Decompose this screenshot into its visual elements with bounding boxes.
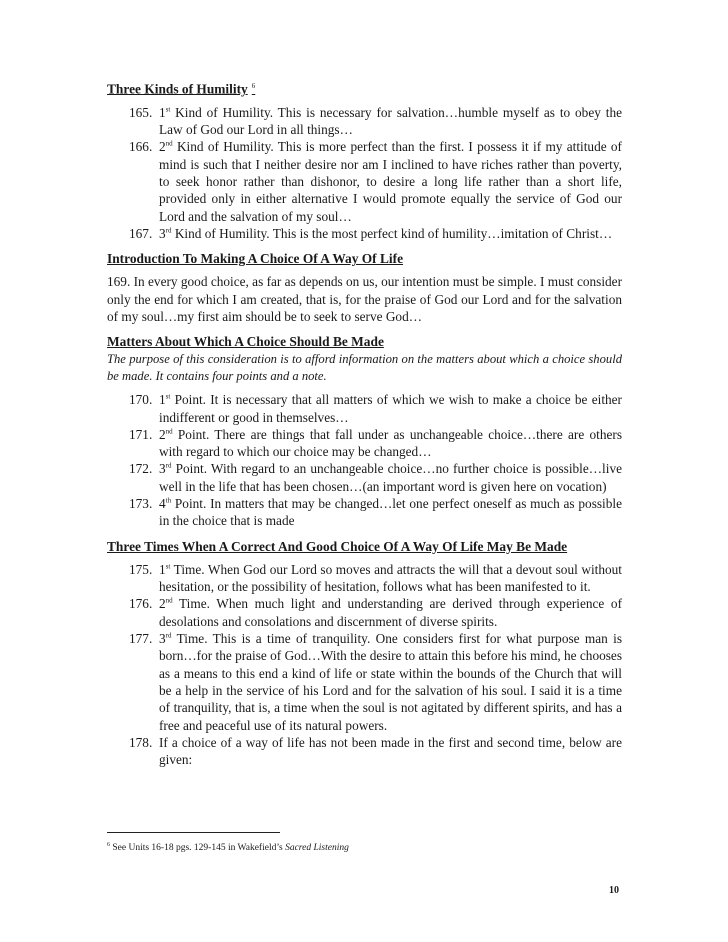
item-number: 172. (129, 461, 153, 477)
footnote-reference: 6 (251, 82, 256, 90)
footnote-divider (107, 832, 280, 833)
section-heading-humility (107, 78, 622, 98)
list-item (107, 391, 622, 426)
item-number: 173. (129, 496, 153, 511)
list-item (107, 104, 622, 139)
section-introduction (107, 250, 622, 325)
list-item (107, 561, 622, 596)
item-text: Time. This is a time of tranquility. One considers first for what purpose man is born…for the praise of God…With the desire to attain this before his mind, he chooses as a means to this end a kind of life or state within the bounds of the Church that will be a help in the service of his Lord and for the salvation of his soul. I said it is a time of tranquility, that is, a time when the soul is not agitated by different spirits, and has a free and peaceful use of its natural powers. (159, 631, 622, 733)
item-ordinal: 1 (159, 392, 166, 408)
item-ordinal: 2 (159, 596, 166, 612)
heading-text: Three Kinds of Humility (107, 81, 248, 97)
intro-paragraph: 169. In every good choice, as far as depends on us, our intention must be simple. I must consider only the end for which I am created, that is, for the praise of God our Lord and for the salvation of my soul…my first aim should be to seek to serve God… (107, 274, 622, 325)
item-ordinal-suffix: rd (165, 461, 172, 470)
footnote-text: See Units 16-18 pgs. 129-145 in Wakefield’s (110, 843, 286, 854)
item-ordinal-suffix: nd (165, 139, 173, 148)
matters-list (107, 391, 622, 529)
humility-list (107, 104, 622, 242)
list-item (107, 138, 622, 224)
item-ordinal: 2 (159, 426, 166, 442)
item-number: 175. (129, 561, 153, 577)
section-three-times (107, 538, 622, 769)
matters-subtitle: The purpose of this consideration is to afford information on the matters about which a choice should be made. It contains four points and a note. (107, 351, 622, 383)
item-ordinal: 3 (159, 631, 166, 647)
item-ordinal-suffix: st (165, 105, 171, 114)
item-ordinal-suffix: nd (165, 597, 173, 606)
item-number: 178. (129, 734, 153, 750)
times-list (107, 561, 622, 769)
page-number: 10 (609, 885, 619, 896)
footnote-number: 6 (107, 842, 110, 848)
item-ordinal: 1 (159, 104, 166, 120)
section-matters (107, 333, 622, 529)
item-ordinal-suffix: rd (165, 226, 172, 235)
item-number: 165. (129, 104, 153, 120)
item-ordinal: 2 (159, 139, 166, 155)
section-heading-matters: Matters About Which A Choice Should Be Made (107, 334, 384, 350)
section-humility (107, 78, 622, 242)
item-ordinal: 1 (159, 561, 166, 577)
item-number: 166. (129, 139, 153, 155)
list-item (107, 630, 622, 734)
item-text: Kind of Humility. This is more perfect than the first. I possess it if my attitude of mind is such that I neither desire nor am I inclined to have riches rather than poverty, to seek honor rather than dishonor, to desire a long life rather than a short life, provided only in either alternative I would promote equally the service of God our Lord and the salvation of my soul… (159, 139, 622, 224)
section-heading-introduction: Introduction To Making A Choice Of A Way Of Life (107, 251, 404, 267)
list-item (107, 495, 622, 530)
footnote (107, 839, 349, 854)
item-text: Kind of Humility. This is necessary for salvation…humble myself as to obey the Law of God our Lord in all things… (159, 104, 622, 138)
list-item (107, 460, 622, 495)
section-heading-three-times: Three Times When A Correct And Good Choice Of A Way Of Life May Be Made (107, 538, 568, 554)
item-text: Kind of Humility. This is the most perfect kind of humility…imitation of Christ… (171, 225, 613, 241)
item-number: 167. (129, 225, 153, 241)
item-text: Time. When much light and understanding are derived through experience of desolations and consolations and discernment of diverse spirits. (159, 596, 622, 629)
list-item (107, 595, 622, 630)
item-ordinal-suffix: th (165, 496, 172, 505)
item-ordinal-suffix: rd (165, 631, 172, 640)
item-text: Point. With regard to an unchangeable choice…no further choice is possible…live well in the life that has been chosen…(an important word is given here on vocation) (159, 461, 622, 494)
item-number: 176. (129, 596, 153, 612)
list-item (107, 225, 622, 242)
item-ordinal: 4 (159, 496, 166, 511)
footnote-book-title: Sacred Listening (285, 843, 349, 854)
list-item (107, 426, 622, 461)
item-number: 170. (129, 392, 153, 408)
item-text: Point. There are things that fall under as unchangeable choice…there are others with regard to which our choice may be changed… (159, 426, 622, 460)
item-text: Time. When God our Lord so moves and attracts the will that a devout soul without hesitation, or the possibility of hesitation, follows what has been manifested to it. (159, 561, 622, 595)
item-text: Point. In matters that may be changed…let one perfect oneself as much as possible in the choice that is made (159, 496, 622, 529)
list-item (107, 734, 622, 769)
item-ordinal: 3 (159, 461, 166, 477)
item-ordinal-suffix: st (165, 392, 171, 401)
item-ordinal-suffix: st (165, 562, 171, 571)
item-text: If a choice of a way of life has not been made in the first and second time, below are given: (159, 734, 622, 768)
item-text: Point. It is necessary that all matters of which we wish to make a choice be either indifferent or good in themselves… (159, 392, 622, 425)
item-ordinal: 3 (159, 225, 166, 241)
item-ordinal-suffix: nd (165, 427, 173, 436)
item-number: 177. (129, 631, 153, 647)
item-number: 171. (129, 426, 153, 442)
document-page (107, 78, 622, 768)
